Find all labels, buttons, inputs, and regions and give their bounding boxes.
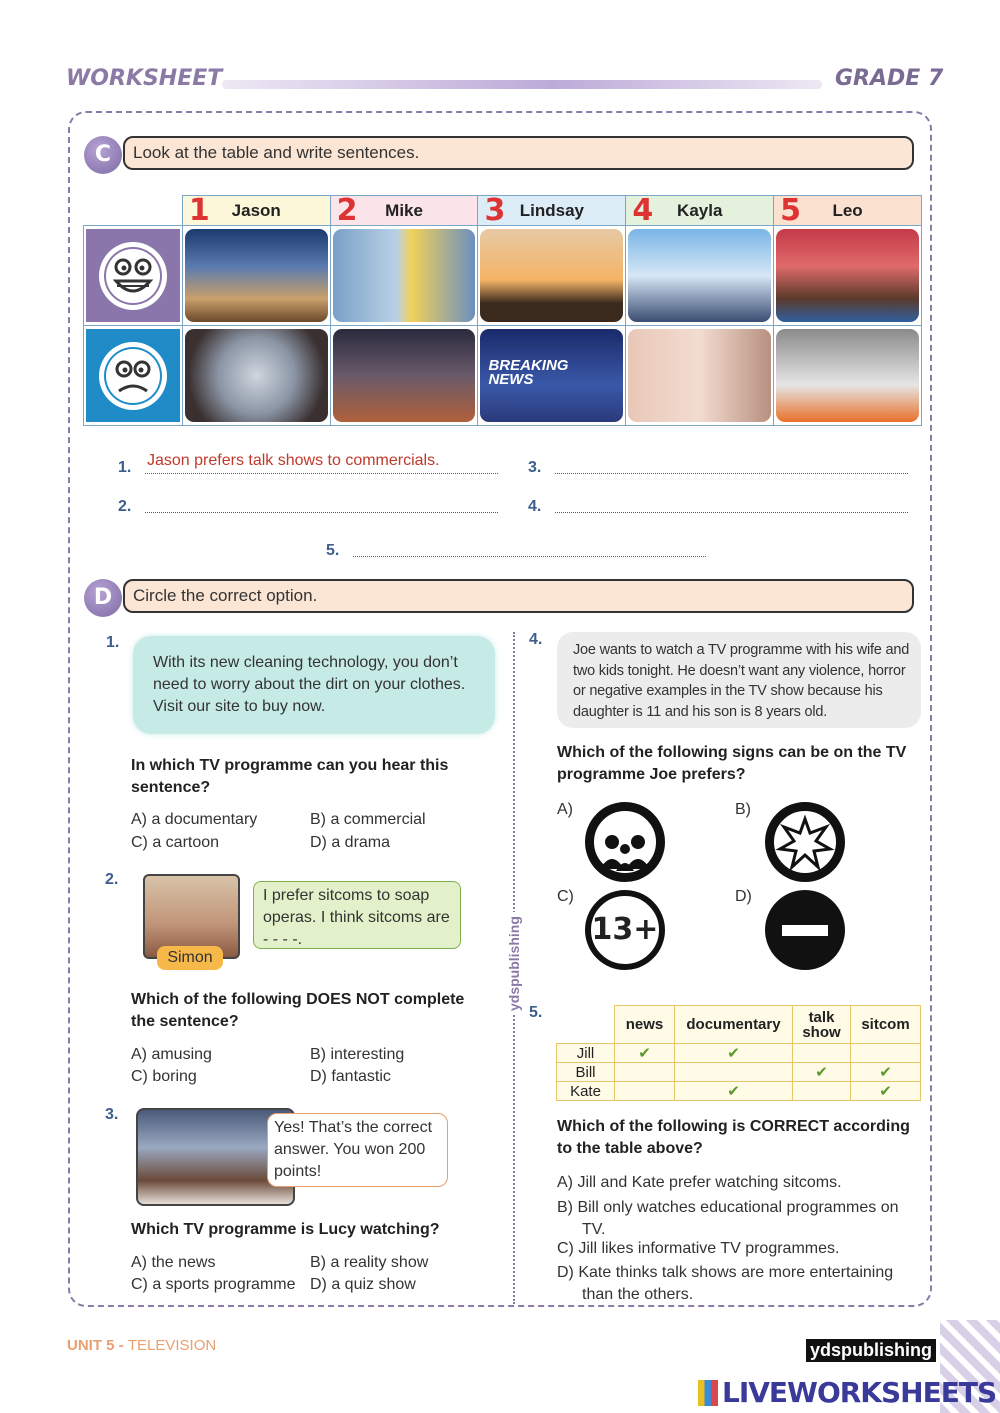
q5-option-b[interactable]: B) Bill only watches educational programmes on TV. <box>557 1199 899 1238</box>
q5-mark: ✔ <box>851 1063 921 1082</box>
happy-face-cell <box>84 226 183 326</box>
q3-question: Which TV programme is Lucy watching? <box>131 1221 440 1238</box>
q5-table <box>556 1005 921 1101</box>
q4-number: 4. <box>529 631 543 648</box>
q2-option-b[interactable]: B) interesting <box>310 1046 405 1063</box>
q5-mark <box>615 1063 675 1082</box>
q5-row-bill: Bill <box>557 1063 615 1082</box>
q3-option-d[interactable]: D) a quiz show <box>310 1276 416 1293</box>
line-3-input[interactable] <box>555 473 908 474</box>
q5-mark <box>851 1044 921 1063</box>
leo-dislikes-photo <box>774 326 922 426</box>
q5-mark <box>615 1082 675 1101</box>
line-5-input[interactable] <box>353 556 706 557</box>
q5-mark: ✔ <box>675 1044 793 1063</box>
grade-label: GRADE 7 <box>835 66 944 91</box>
simon-name-tag: Simon <box>157 946 223 970</box>
q1-option-b[interactable]: B) a commercial <box>310 811 426 828</box>
line-2-number: 2. <box>118 498 132 515</box>
q5-mark: ✔ <box>675 1082 793 1101</box>
q5-header-talk-show: talk show <box>793 1006 851 1044</box>
liveworksheets-brand[interactable]: LIVEWORKSHEETS <box>722 1376 997 1409</box>
q1-question: In which TV programme can you hear this sentence? <box>131 757 449 796</box>
unit-footer <box>67 1337 216 1354</box>
jason-likes-photo <box>182 226 330 326</box>
publisher-logo: ydspublishing <box>806 1339 936 1362</box>
breaking-news-text: BREAKING NEWS <box>488 357 569 388</box>
jason-dislikes-photo <box>182 326 330 426</box>
leo-likes-photo <box>774 226 922 326</box>
q4-label-c[interactable]: C) <box>557 888 574 905</box>
no-entry-sign-icon[interactable] <box>765 890 845 970</box>
age-13-sign-icon[interactable]: 13+ <box>585 890 665 970</box>
unit-label: UNIT 5 - <box>67 1337 128 1354</box>
q5-number: 5. <box>529 1004 543 1021</box>
happy-face-icon <box>86 229 180 322</box>
worksheet-label: WORKSHEET <box>66 66 223 91</box>
preference-table <box>83 195 922 426</box>
q5-header-sitcom: sitcom <box>851 1006 921 1044</box>
q5-option-c[interactable]: C) Jill likes informative TV programmes. <box>557 1240 840 1257</box>
section-c-badge: C <box>84 136 122 174</box>
q5-mark: ✔ <box>615 1044 675 1063</box>
q5-row-jill: Jill <box>557 1044 615 1063</box>
section-d-badge: D <box>84 579 122 617</box>
q3-speech-text: Yes! That’s the correct answer. You won 200 points! <box>274 1119 433 1180</box>
side-publisher-label: ydspublishing <box>506 912 522 1015</box>
section-c-instruction: Look at the table and write sentences. <box>123 136 914 170</box>
q4-text: Joe wants to watch a TV programme with his wife and two kids tonight. He doesn’t want any violence, horror or negative examples in the TV show because his daughter is 11 and his son is 8 years old. <box>573 642 910 720</box>
line-4-input[interactable] <box>555 512 908 513</box>
q1-option-a[interactable]: A) a documentary <box>131 811 258 828</box>
mike-dislikes-photo <box>330 326 478 426</box>
q3-number: 3. <box>105 1106 119 1123</box>
name-kayla: 4 Kayla <box>626 196 774 226</box>
q1-number: 1. <box>106 634 120 651</box>
violence-sign-icon[interactable] <box>765 802 845 882</box>
q2-option-a[interactable]: A) amusing <box>131 1046 212 1063</box>
q5-header-news: news <box>615 1006 675 1044</box>
line-4-number: 4. <box>528 498 542 515</box>
topic-label: TELEVISION <box>127 1337 217 1354</box>
name-leo: 5 Leo <box>774 196 922 226</box>
q4-label-d[interactable]: D) <box>735 888 752 905</box>
q4-question: Which of the following signs can be on the TV programme Joe prefers? <box>557 744 907 783</box>
confused-face-icon <box>86 329 180 422</box>
sad-face-cell <box>84 326 183 426</box>
name-mike: 2 Mike <box>330 196 478 226</box>
line-2-input[interactable] <box>145 512 498 513</box>
q5-header-documentary: documentary <box>675 1006 793 1044</box>
header-bar <box>222 80 822 89</box>
kayla-dislikes-photo <box>626 326 774 426</box>
q5-option-d[interactable]: D) Kate thinks talk shows are more entertaining than the others. <box>557 1264 894 1303</box>
q1-option-d[interactable]: D) a drama <box>310 834 391 851</box>
name-lindsay: 3 Lindsay <box>478 196 626 226</box>
q3-option-a[interactable]: A) the news <box>131 1254 216 1271</box>
q4-label-b[interactable]: B) <box>735 801 751 818</box>
q1-option-c[interactable]: C) a cartoon <box>131 834 220 851</box>
q2-number: 2. <box>105 871 119 888</box>
q5-mark <box>675 1063 793 1082</box>
q5-mark <box>793 1044 851 1063</box>
q5-mark <box>793 1082 851 1101</box>
q3-option-b[interactable]: B) a reality show <box>310 1254 429 1271</box>
q2-option-d[interactable]: D) fantastic <box>310 1068 391 1085</box>
lindsay-likes-photo <box>478 226 626 326</box>
line-5-number: 5. <box>326 542 340 559</box>
name-jason: 1 Jason <box>182 196 330 226</box>
q2-question: Which of the following DOES NOT complete the sentence? <box>131 991 465 1030</box>
q3-option-c[interactable]: C) a sports programme <box>131 1276 296 1293</box>
q2-option-c[interactable]: C) boring <box>131 1068 197 1085</box>
line-3-number: 3. <box>528 459 542 476</box>
q5-row-kate: Kate <box>557 1082 615 1101</box>
line-1-number: 1. <box>118 459 132 476</box>
liveworksheets-logo-icon <box>698 1380 718 1406</box>
section-d-instruction: Circle the correct option. <box>123 579 914 613</box>
q5-mark: ✔ <box>793 1063 851 1082</box>
q5-question: Which of the following is CORRECT according to the table above? <box>557 1118 910 1157</box>
q5-mark: ✔ <box>851 1082 921 1101</box>
q4-label-a[interactable]: A) <box>557 801 573 818</box>
line-1-input[interactable] <box>145 473 498 474</box>
lindsay-dislikes-photo <box>478 326 626 426</box>
q5-option-a[interactable]: A) Jill and Kate prefer watching sitcoms. <box>557 1174 842 1191</box>
q2-speech-text: I prefer sitcoms to soap operas. I think sitcoms are - - - -. <box>263 887 450 948</box>
kayla-likes-photo <box>626 226 774 326</box>
line-1-answer: Jason prefers talk shows to commercials. <box>147 452 440 469</box>
q1-ad-text: With its new cleaning technology, you don’t need to worry about the dirt on your clothes. Visit our site to buy now. <box>153 654 466 715</box>
mike-likes-photo <box>330 226 478 326</box>
family-sign-icon[interactable] <box>585 802 665 882</box>
